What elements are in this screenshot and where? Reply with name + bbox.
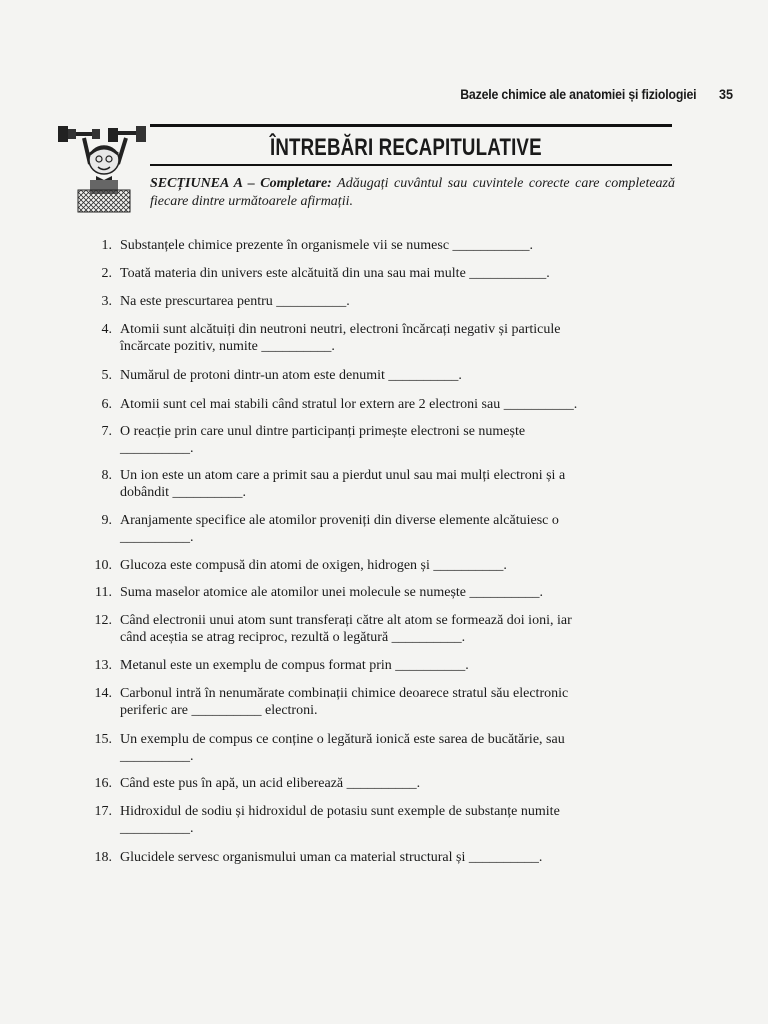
question-text: Na este prescurtarea pentru __________. [120, 294, 350, 309]
section-instruction-text: Adăugați cuvântul sau cuvintele corecte care completează fiecare dintre următoarele afirmații. [150, 176, 675, 209]
question-text: Un exemplu de compus ce conține o legătură ionică este sarea de bucătărie, sau __________. [120, 732, 565, 764]
question-text: Un ion este un atom care a primit sau a pierdut unul sau mai mulți electroni și a dobândit __________. [120, 468, 566, 500]
question-text: Carbonul intră în nenumărate combinații chimice deoarece stratul său electronic periferic are __________ electroni. [120, 686, 569, 718]
question-number: 1. [101, 238, 112, 253]
question-text: Când este pus în apă, un acid eliberează __________. [120, 776, 421, 791]
question-number: 14. [94, 686, 112, 701]
question-text: Glucoza este compusă din atomi de oxigen, hidrogen și __________. [120, 558, 507, 573]
page-number: 35 [719, 86, 734, 102]
question-text: Numărul de protoni dintr-un atom este denumit __________. [120, 368, 462, 383]
question-number: 4. [101, 322, 112, 337]
title-top-rule [150, 124, 672, 127]
question-text: Metanul este un exemplu de compus format prin __________. [120, 658, 469, 673]
question-text: Glucidele servesc organismului uman ca material structural și __________. [120, 850, 543, 865]
weightlifter-mascot-illustration [56, 120, 151, 215]
question-number: 9. [101, 513, 112, 528]
running-header-title: Bazele chimice ale anatomiei și fiziologiei [459, 86, 696, 102]
question-number: 18. [94, 850, 112, 865]
question-number: 3. [101, 294, 112, 309]
question-number: 8. [101, 468, 112, 483]
question-number: 11. [95, 585, 112, 600]
question-number: 2. [101, 266, 112, 281]
section-lead: SECȚIUNEA A – Completare: [150, 176, 332, 191]
running-header [0, 86, 768, 106]
question-number: 15. [94, 732, 112, 747]
question-number: 10. [94, 558, 112, 573]
question-text: Atomii sunt alcătuiți din neutroni neutri, electroni încărcați negativ și particule încărcate pozitiv, numite __________. [120, 322, 561, 354]
question-number: 6. [101, 397, 112, 412]
question-text: Toată materia din univers este alcătuită din una sau mai multe ___________. [120, 266, 550, 281]
question-text: O reacție prin care unul dintre participanți primește electroni se numește __________. [120, 424, 526, 456]
section-instructions [150, 175, 675, 211]
question-text: Substanțele chimice prezente în organismele vii se numesc ___________. [120, 238, 534, 253]
question-number: 13. [94, 658, 112, 673]
question-text: Aranjamente specifice ale atomilor proveniți din diverse elemente alcătuiesc o __________. [120, 513, 559, 545]
title-bottom-rule [150, 164, 672, 166]
question-number: 7. [101, 424, 112, 439]
question-text: Atomii sunt cel mai stabili când stratul lor extern are 2 electroni sau __________. [120, 397, 578, 412]
question-number: 12. [94, 613, 112, 628]
question-text: Suma maselor atomice ale atomilor unei molecule se numește __________. [120, 585, 544, 600]
question-number: 16. [94, 776, 112, 791]
question-number: 5. [101, 368, 112, 383]
question-number: 17. [94, 804, 112, 819]
page-title: ÎNTREBĂRI RECAPITULATIVE [270, 134, 542, 161]
question-text: Când electronii unui atom sunt transferați către alt atom se formează doi ioni, iar când aceștia se atrag reciproc, rezultă o legătură __________. [120, 613, 572, 645]
question-text: Hidroxidul de sodiu și hidroxidul de potasiu sunt exemple de substanțe numite __________. [120, 804, 560, 836]
